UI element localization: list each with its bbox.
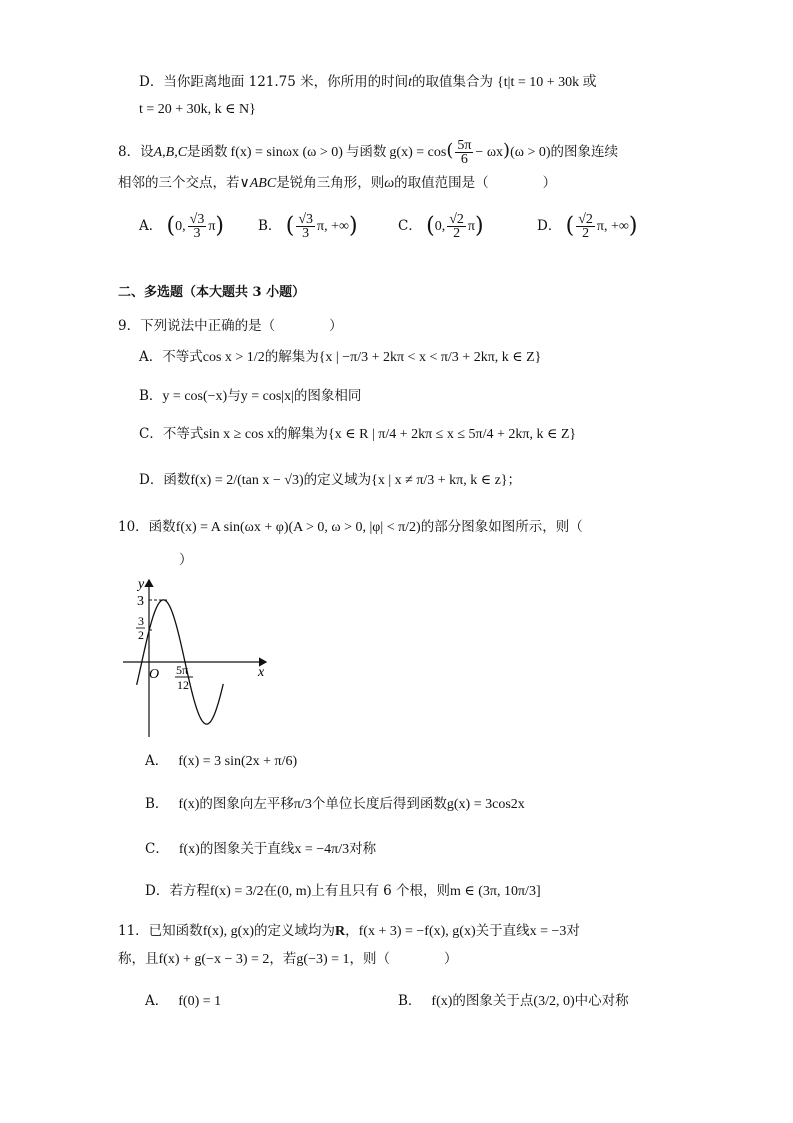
q8-d: 的图象连续 — [550, 144, 619, 160]
q9d-mid: 的定义域为 — [303, 472, 372, 488]
q8-f: f(x) = sinωx (ω > 0) — [230, 145, 343, 160]
q7d-text: D．当你距离地面 121.75 米，你所用的时间 — [139, 74, 409, 90]
q10-stem-expr: f(x) = A sin(ωx + φ) — [175, 520, 289, 535]
q10-stem — [118, 516, 583, 539]
q10d-label: D．若方程 — [145, 883, 210, 899]
q8-option-a: A． (0, $\frac{√3}{3}$ π) — [139, 212, 224, 241]
q10-stem-a: 10．函数 — [118, 519, 176, 535]
q11a-label: A． — [145, 993, 169, 1009]
q11-cond2: f(x) + g(−x − 3) = 2 — [158, 952, 270, 967]
tick-y1: 3 — [137, 594, 144, 609]
q8-lparen: ( — [446, 140, 454, 161]
q8-opt-b-label: B． — [258, 218, 282, 234]
q11-b: 的定义域均为 — [254, 923, 335, 939]
q10-stem-b: 的部分图象如图所示，则（ — [420, 519, 583, 535]
q11a-expr: f(0) = 1 — [178, 994, 222, 1009]
q9d-expr: f(x) = 2/(tan x − √3) — [190, 473, 304, 488]
q9d-set: {x | x ≠ π/3 + kπ, k ∈ z} — [371, 473, 508, 488]
q10c-f: f(x) — [178, 842, 200, 857]
q8-opt-c-label: C． — [398, 218, 422, 234]
tick-x-den: 12 — [177, 678, 189, 692]
q8-l2b: 是锐角三角形，则 — [276, 175, 385, 191]
tick-y2-den: 2 — [138, 628, 144, 642]
q11-option-a — [145, 990, 221, 1013]
q7d-set: {t|t = 10 + 30k 或 — [497, 75, 597, 90]
q11b-point: (3/2, 0) — [533, 994, 575, 1009]
q8-line2 — [118, 172, 556, 195]
q10-graph — [118, 572, 278, 742]
q8-opt-d-label: D． — [537, 218, 562, 234]
q10b-text: 的图象向左平移 — [199, 796, 294, 812]
q8-b: 是函数 — [187, 144, 228, 160]
q10-option-a — [145, 750, 297, 773]
q10b-label: B． — [145, 796, 169, 812]
q8-line1 — [118, 139, 618, 166]
q9b-prefix: B． — [139, 388, 163, 404]
q8-frac — [455, 139, 473, 166]
q9c-set: {x ∈ R | π/4 + 2kπ ≤ x ≤ 5π/4 + 2kπ, k ∈ Z} — [328, 427, 577, 442]
q9d-prefix: D．函数 — [139, 472, 191, 488]
q11-line1 — [118, 920, 580, 943]
q9-option-b — [139, 385, 361, 408]
q10d-interval: (0, m) — [277, 884, 312, 899]
x-label: x — [258, 665, 265, 680]
q9b-expr2: y = cos|x| — [240, 389, 294, 404]
q8-opt-a-lp: ( — [166, 213, 176, 239]
q11-a: 11．已知函数 — [118, 923, 203, 939]
q10c-expr: x = −4π/3 — [294, 842, 350, 857]
q9b-expr: y = cos(−x) — [162, 389, 228, 404]
q10d-text2: 上有且只有 6 个根，则 — [311, 883, 450, 899]
q8-tri: ∨ABC — [239, 176, 277, 191]
q8-abc: A,B,C — [153, 145, 188, 160]
q9a-set: {x | −π/3 + 2kπ < x < π/3 + 2kπ, k ∈ Z} — [318, 350, 542, 365]
q9a-expr: cos x > 1/2 — [202, 350, 265, 365]
q11-d: 关于直线 — [475, 923, 530, 939]
q9c-mid: 的解集为 — [274, 426, 329, 442]
q8-g-a: g(x) = cos — [389, 145, 447, 160]
q9d-suffix: ； — [507, 472, 522, 488]
q10-option-b — [145, 793, 525, 816]
q11-e: 对 — [566, 923, 580, 939]
q7d-t: t — [408, 75, 413, 90]
q11-line2 — [118, 948, 458, 971]
q11-fg: f(x), g(x) — [202, 924, 254, 939]
q11b-text: 的图象关于点 — [452, 993, 534, 1009]
q11b-f: f(x) — [431, 994, 453, 1009]
q11-l2a: 称，且 — [118, 951, 159, 967]
q10c-text2: 对称 — [349, 841, 377, 857]
q9-option-a — [139, 346, 541, 369]
q11-option-b — [398, 990, 629, 1013]
q10b-expr: g(x) = 3cos2x — [446, 797, 525, 812]
q8-option-c: C． (0, $\frac{√2}{2}$ π) — [398, 212, 484, 241]
q10-option-c — [145, 838, 376, 861]
q10c-text: 的图象关于直线 — [199, 841, 295, 857]
q10b-frac: π/3 — [293, 797, 312, 812]
q9-option-c — [139, 423, 576, 446]
q11-l2b: ，若 — [269, 951, 297, 967]
q8-frac-num: 5π — [457, 138, 472, 153]
q8-g-b: − ωx — [475, 145, 504, 160]
q8-a: 8．设 — [118, 144, 154, 160]
q8-opt-a-label: A． — [139, 218, 163, 234]
q9a-mid: 的解集为 — [264, 349, 319, 365]
q8-option-d: D． ( $\frac{√2}{2}$ π, +∞) — [537, 212, 638, 241]
q8-l2c: 的取值范围是（ ） — [394, 175, 557, 191]
q8-l2a: 相邻的三个交点，若 — [118, 175, 240, 191]
q10-option-d — [145, 880, 541, 903]
q10a-label: A． — [145, 753, 169, 769]
origin-label: O — [149, 667, 160, 682]
q10-stem-cond: (A > 0, ω > 0, |φ| < π/2) — [288, 520, 421, 535]
q10a-expr: f(x) = 3 sin(2x + π/6) — [178, 754, 298, 769]
q10d-text: 在 — [263, 883, 278, 899]
q10d-expr2: m ∈ (3π, 10π/3] — [450, 884, 541, 899]
q8-frac-den: 6 — [460, 152, 468, 167]
q8-g-cond: (ω > 0) — [510, 145, 551, 160]
tick-x-num: 5π — [176, 663, 189, 677]
q8-omega: ω — [384, 176, 395, 191]
q7d-mid: 的取值集合为 — [412, 74, 494, 90]
q9-stem: 9．下列说法中正确的是（ ） — [118, 318, 343, 334]
q8-c: 与函数 — [345, 144, 387, 160]
q8-option-b: B． ( $\frac{√3}{3}$ π, +∞) — [258, 212, 358, 241]
tick-y2-num: 3 — [138, 614, 144, 628]
q11-linex: x = −3 — [529, 924, 567, 939]
y-label: y — [138, 577, 145, 592]
q11b-text2: 中心对称 — [574, 993, 629, 1009]
q10-stem-close: ） — [179, 552, 193, 568]
q9b-suffix: 的图象相同 — [293, 388, 362, 404]
q10c-label: C． — [145, 841, 169, 857]
q7-option-d-line2: t = 20 + 30k, k ∈ N} — [139, 102, 256, 117]
q7-option-d-line1 — [139, 71, 597, 94]
section-title: 二、多选题（本大题共 3 小题） — [118, 285, 306, 300]
q11-cond1: f(x + 3) = −f(x), g(x) — [358, 924, 476, 939]
q9c-expr: sin x ≥ cos x — [203, 427, 275, 442]
q11-R: R — [335, 924, 346, 939]
q9a-prefix: A．不等式 — [139, 349, 203, 365]
q9c-prefix: C．不等式 — [139, 426, 204, 442]
q10d-expr: f(x) = 3/2 — [209, 884, 264, 899]
q11b-label: B． — [398, 993, 422, 1009]
q10b-f: f(x) — [178, 797, 200, 812]
q10b-text2: 个单位长度后得到函数 — [311, 796, 447, 812]
q9b-mid: 与 — [227, 388, 241, 404]
q11-c: ， — [345, 923, 359, 939]
q8-rparen: ) — [503, 140, 511, 161]
q11-cond3: g(−3) = 1 — [296, 952, 350, 967]
q11-l2c: ，则（ ） — [349, 951, 458, 967]
q9-option-d — [139, 469, 521, 492]
